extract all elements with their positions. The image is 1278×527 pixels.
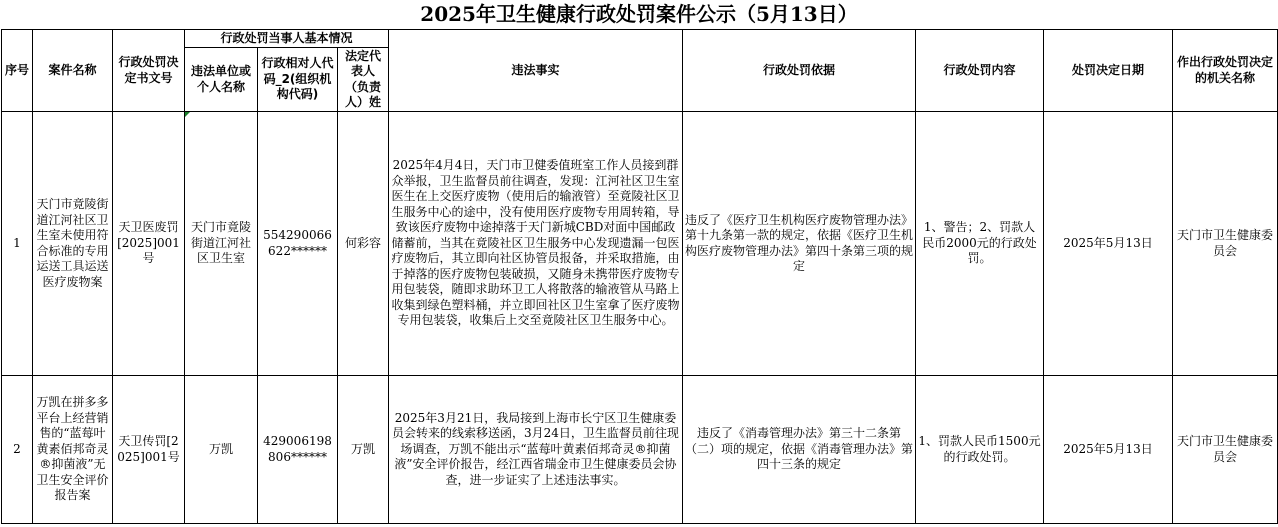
header-case-name: 案件名称 — [33, 30, 113, 112]
table-row — [2, 376, 1278, 524]
header-date: 处罚决定日期 — [1044, 30, 1173, 112]
header-facts: 违法事实 — [389, 30, 683, 112]
header-seq: 序号 — [2, 30, 33, 112]
row-party-code: 429006198806****** — [258, 376, 338, 524]
row-date: 2025年5月13日 — [1044, 112, 1173, 376]
party-name-text: 天门市竟陵街道江河社区卫生室 — [190, 220, 251, 266]
row-date: 2025年5月13日 — [1044, 376, 1173, 524]
row-facts: 2025年3月21日，我局接到上海市长宁区卫生健康委员会转来的线索移送函，3月24日，卫生监督员前往现场调查，万凯不能出示“蓝莓叶黄素佰邦奇灵®抑菌液”安全评价报告，经江西省瑞金市卫生健康委员会协查，进一步证实了上述违法事实。 — [389, 376, 683, 524]
row-legal-rep: 万凯 — [338, 376, 389, 524]
page-title: 2025年卫生健康行政处罚案件公示（5月13日） — [420, 2, 858, 26]
row-authority: 天门市卫生健康委员会 — [1173, 112, 1278, 376]
row-party-code: 554290066622****** — [258, 112, 338, 376]
table-row — [2, 112, 1278, 376]
header-party-group: 行政处罚当事人基本情况 — [185, 30, 389, 48]
header-authority: 作出行政处罚决定的机关名称 — [1173, 30, 1278, 112]
header-legal-rep: 法定代表人（负责人）姓 — [338, 48, 389, 112]
row-authority: 天门市卫生健康委员会 — [1173, 376, 1278, 524]
row-party-name — [185, 112, 258, 376]
row-decision-no: 天卫传罚[2025]001号 — [113, 376, 185, 524]
row-case-name: 万凯在拼多多平台上经营销售的“蓝莓叶黄素佰邦奇灵®抑菌液”无卫生安全评价报告案 — [33, 376, 113, 524]
header-party-code: 行政相对人代码_2(组织机构代码) — [258, 48, 338, 112]
header-party-name: 违法单位或个人名称 — [185, 48, 258, 112]
row-basis: 违反了《医疗卫生机构医疗废物管理办法》第十九条第一款的规定，依据《医疗卫生机构医疗废物管理办法》第四十条第三项的规定 — [683, 112, 916, 376]
row-party-name: 万凯 — [185, 376, 258, 524]
row-basis: 违反了《消毒管理办法》第三十二条第（二）项的规定，依据《消毒管理办法》第四十三条的规定 — [683, 376, 916, 524]
row-facts: 2025年4月4日，天门市卫健委值班室工作人员接到群众举报，卫生监督员前往调查，发现：江河社区卫生室医生在上交医疗废物（使用后的输液管）至竟陵社区卫生服务中心的途中，没有使用医疗废物专用周转箱，导致该医疗废物中途掉落于天门新城CBD对面中国邮政储蓄前，当其在竟陵社区卫生服务中心发现遗漏一包医疗废物后，其立即向社区协管员报备，并采取措施，由于掉落的医疗废物包装破损，又随身未携带医疗废物专用包装袋，随即求助环卫工人将散落的输液管从马路上收集到绿色塑料桶，并立即回社区卫生室拿了医疗废物专用包装袋，收集后上交至竟陵社区卫生服务中心。 — [389, 112, 683, 376]
header-basis: 行政处罚依据 — [683, 30, 916, 112]
row-seq: 2 — [2, 376, 33, 524]
row-decision-no: 天卫医废罚[2025]001号 — [113, 112, 185, 376]
header-decision-no: 行政处罚决定书文号 — [113, 30, 185, 112]
row-legal-rep: 何彩容 — [338, 112, 389, 376]
penalty-table — [1, 29, 1278, 524]
header-row-1 — [2, 30, 1278, 48]
row-seq: 1 — [2, 112, 33, 376]
header-content: 行政处罚内容 — [916, 30, 1044, 112]
row-content: 1、警告；2、罚款人民币2000元的行政处罚。 — [916, 112, 1044, 376]
row-content: 1、罚款人民币1500元的行政处罚。 — [916, 376, 1044, 524]
row-case-name: 天门市竟陵街道江河社区卫生室未使用符合标准的专用运送工具运送医疗废物案 — [33, 112, 113, 376]
